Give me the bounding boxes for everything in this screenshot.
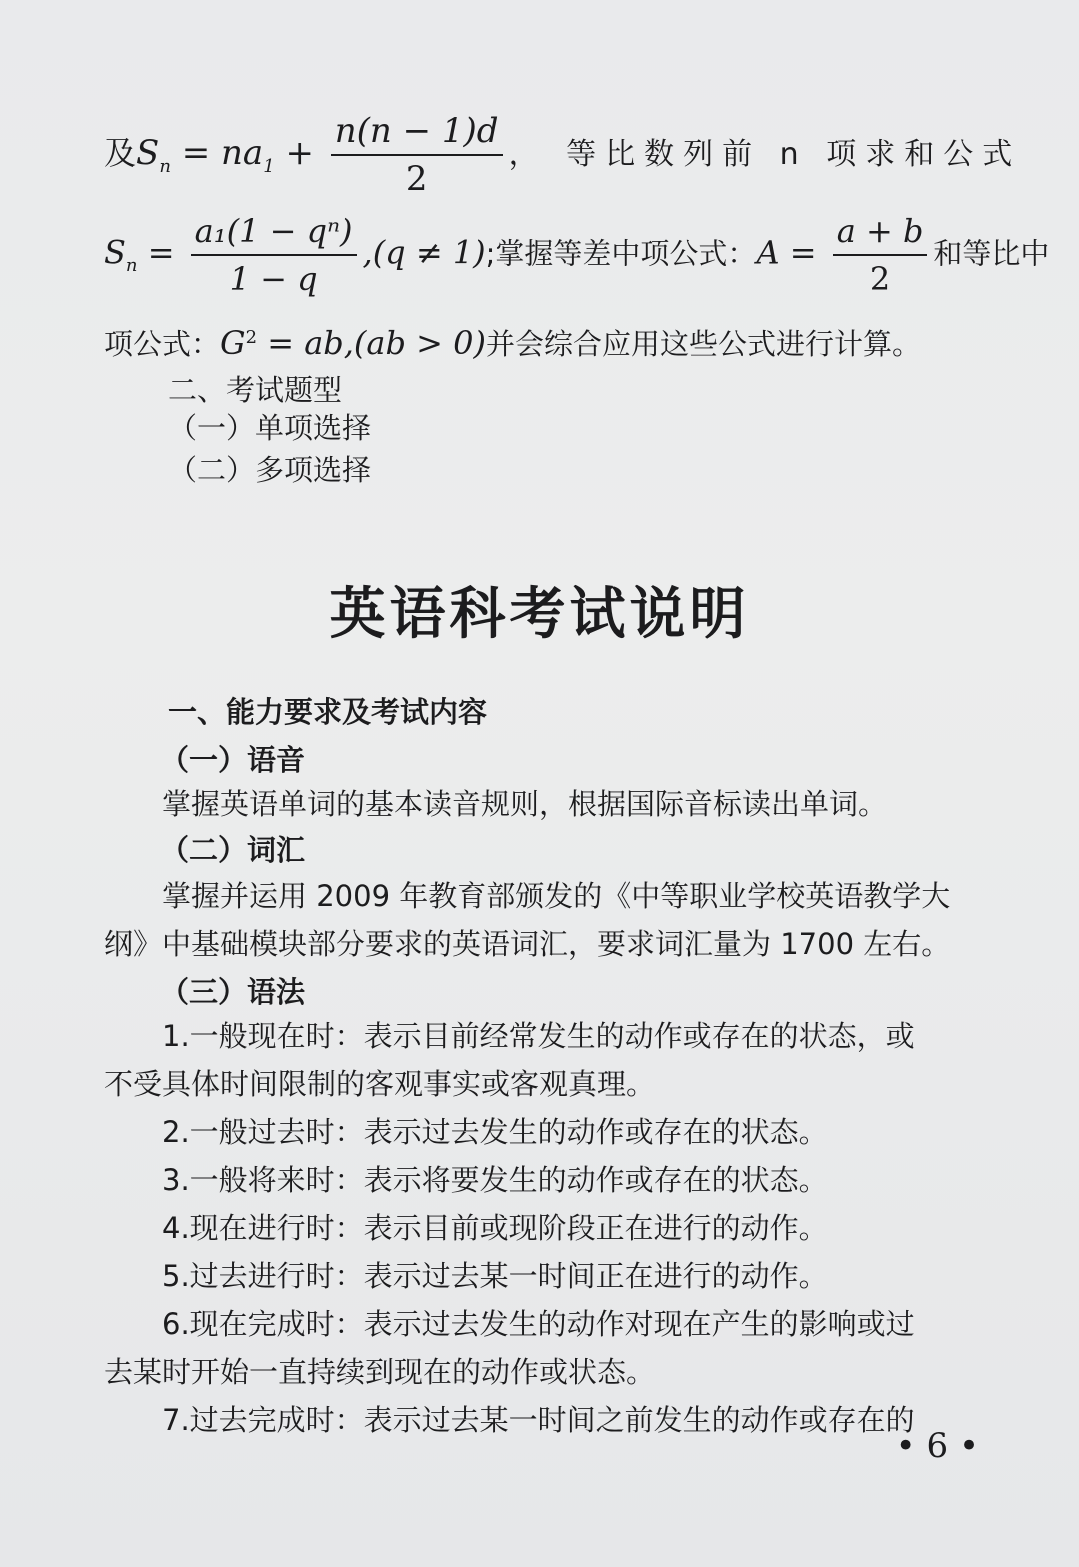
pronunciation-text: 掌握英语单词的基本读音规则，根据国际音标读出单词。 [162,787,888,821]
g-formula: = ab,(ab > 0) [257,324,486,362]
g-superscript: 2 [245,327,258,348]
a1-subscript: 1 [263,155,275,177]
heading-vocabulary: （二）词汇 [160,833,306,867]
grammar-item-3: 3.一般将来时：表示将要发生的动作或存在的状态。 [162,1163,828,1197]
fraction-n-d [331,112,503,198]
line3-text: 并会综合应用这些公式进行计算。 [485,327,921,361]
grammar-item-7-line-1: 7.过去完成时：表示过去某一时间之前发生的动作或存在的 [162,1403,915,1437]
formula-line-1 [104,112,1021,198]
geo-mean-intro: 和等比中 [933,236,1050,271]
fraction-numerator-2: a₁(1 − qⁿ) [191,212,357,256]
heading-ability: 一、能力要求及考试内容 [168,695,488,729]
fraction-denominator-2: 1 − q [229,260,318,298]
prefix-text: 及 [104,134,137,172]
condition-text: ,(q ≠ 1) [362,233,486,272]
heading-grammar: （三）语法 [160,975,306,1009]
arith-mean-intro: ;掌握等差中项公式： [485,236,757,271]
a-equals: A = [756,233,827,272]
item-single-choice: （一）单项选择 [168,411,372,445]
section-two-heading: 二、考试题型 [168,373,343,407]
grammar-item-6-line-2: 去某时开始一直持续到现在的动作或状态。 [104,1355,656,1389]
equals-sign: = [137,233,185,272]
sn-rhs: = na [170,133,264,173]
sn-symbol-2: S [104,233,126,272]
fraction-mean [833,212,928,298]
formula-line-2 [104,212,1049,298]
grammar-item-6-line-1: 6.现在完成时：表示过去发生的动作对现在产生的影响或过 [162,1307,915,1341]
vocabulary-line-2: 纲》中基础模块部分要求的英语词汇，要求词汇量为 1700 左右。 [104,927,951,961]
geometric-sum-intro: ， 等比数列前 n 项求和公式 [508,137,1022,172]
line3-prefix: 项公式： [104,327,221,361]
page-number: • 6 • [895,1426,979,1466]
item-multiple-choice: （二）多项选择 [168,453,372,487]
g-symbol: G [220,324,246,362]
sn-symbol: S [136,133,160,173]
grammar-item-4: 4.现在进行时：表示目前或现阶段正在进行的动作。 [162,1211,828,1245]
vocabulary-line-1: 掌握并运用 2009 年教育部颁发的《中等职业学校英语教学大 [162,879,951,913]
fraction-numerator-3: a + b [833,212,928,256]
fraction-denominator: 2 [405,159,428,199]
heading-pronunciation: （一）语音 [160,743,306,777]
grammar-item-2: 2.一般过去时：表示过去发生的动作或存在的状态。 [162,1115,828,1149]
sn-subscript: n [159,155,171,177]
grammar-item-5: 5.过去进行时：表示过去某一时间正在进行的动作。 [162,1259,828,1293]
grammar-item-1-line-2: 不受具体时间限制的客观事实或客观真理。 [104,1067,656,1101]
sn-subscript-2: n [125,254,138,276]
plus-sign: + [274,133,325,173]
fraction-denominator-3: 2 [869,260,891,298]
page-title: 英语科考试说明 [329,582,750,647]
formula-line-3 [104,318,921,365]
fraction-numerator: n(n − 1)d [331,112,503,156]
fraction-geometric-sum [191,212,357,298]
grammar-item-1-line-1: 1.一般现在时：表示目前经常发生的动作或存在的状态，或 [162,1019,915,1053]
